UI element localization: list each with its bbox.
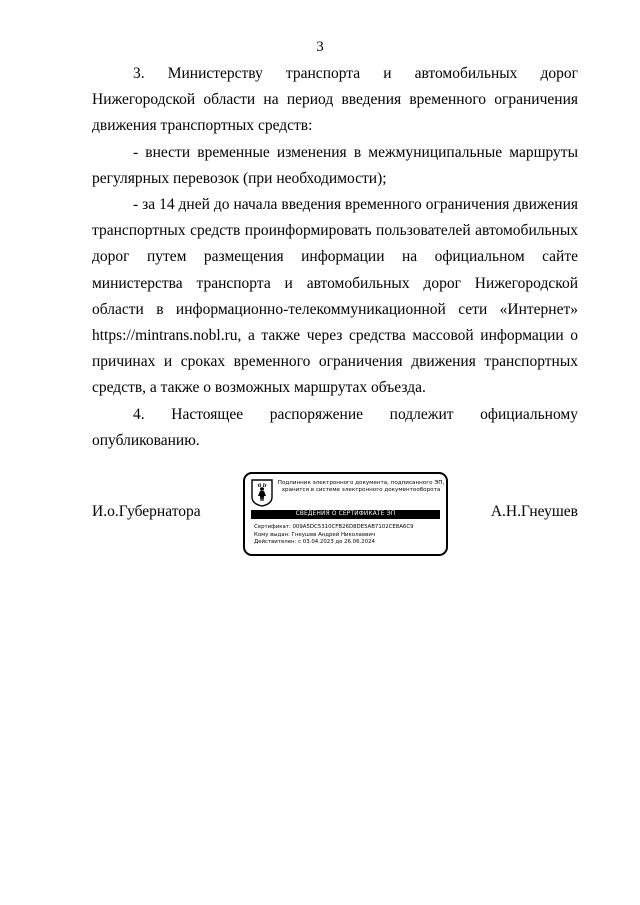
stamp-validity: Действителен: с 03.04.2023 до 26.06.2024	[254, 539, 375, 546]
signer-title: И.о.Губернатора	[92, 503, 201, 520]
paragraph-3-item-1: - внести временные изменения в межмуниципальные маршруты регулярных перевозок (при необходимости);	[92, 143, 578, 187]
signer-name: А.Н.Гнеушев	[490, 503, 578, 520]
stamp-issued-to: Кому выдан: Гнеушев Андрей Николаевич	[254, 531, 376, 538]
electronic-signature-stamp	[243, 472, 448, 556]
stamp-certificate-number: Сертификат: 009A5DC5310CFB26D8DE5AB7102CE8A6C9	[254, 524, 414, 530]
stamp-header	[277, 480, 445, 494]
page-number: 3	[316, 39, 324, 55]
document-body	[92, 61, 578, 454]
stamp-header-line-1: Подлинник электронного документа, подписанного ЭП,	[277, 480, 445, 486]
stamp-certificate-bar: СВЕДЕНИЯ О СЕРТИФИКАТЕ ЭП	[251, 510, 440, 519]
deer-emblem-icon	[251, 479, 273, 507]
paragraph-4: 4. Настоящее распоряжение подлежит официальному опубликованию.	[92, 405, 578, 449]
stamp-header-line-2: хранится в системе электронного документооборота	[281, 487, 441, 493]
paragraph-3: 3. Министерству транспорта и автомобильных дорог Нижегородской области на период введения временного ограничения движения транспортных средств:	[92, 65, 578, 135]
paragraph-3-item-2: - за 14 дней до начала введения временного ограничения движения транспортных средств проинформировать пользователей автомобильных дорог путем размещения информации на официальном сайте министерства транспорта и автомобильных дорог Нижегородской области в информационно-телекоммуникационной сети «Интернет» https://mintrans.nobl.ru, а также через средства массовой информации о причинах и сроках временного ограничения движения транспортных средств, а также о возможных маршрутах объезда.	[92, 196, 578, 397]
stamp-certificate-details	[254, 524, 444, 547]
